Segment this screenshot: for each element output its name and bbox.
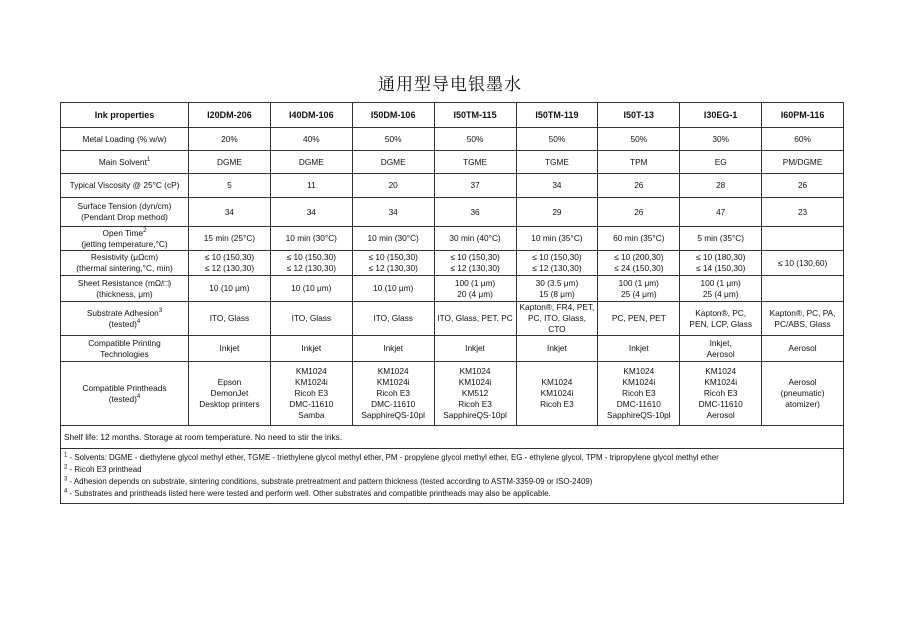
table-cell: 47 <box>680 198 762 227</box>
row-label <box>61 362 189 426</box>
table-cell: Inkjet <box>352 336 434 362</box>
table-cell: KM1024 KM1024i Ricoh E3 DMC-11610 SapphireQS-10pl <box>352 362 434 426</box>
table-cell: 23 <box>762 198 844 227</box>
table-cell: ITO, Glass <box>189 302 271 336</box>
table-cell: TGME <box>434 151 516 174</box>
table-cell: ITO, Glass <box>270 302 352 336</box>
footnote-text: - Ricoh E3 printhead <box>67 465 142 474</box>
footnote-text: - Adhesion depends on substrate, sintering conditions, substrate pretreatment and pattern thickness (tested according to ASTM-3359-09 or ISO-2409) <box>67 477 593 486</box>
table-cell: KM1024 KM1024i Ricoh E3 DMC-11610 Samba <box>270 362 352 426</box>
product-header: I50T-13 <box>598 103 680 128</box>
row-label-subtext: (jetting temperature,°C) <box>81 238 168 249</box>
table-cell: ≤ 10 (200,30) ≤ 24 (150,30) <box>598 251 680 276</box>
table-cell: ≤ 10 (150,30) ≤ 12 (130,30) <box>516 251 598 276</box>
footnote <box>64 452 840 464</box>
table-cell: Kapton®, FR4, PET, PC, ITO, Glass, CTO <box>516 302 598 336</box>
table-cell <box>762 227 844 251</box>
table-cell: 15 min (25°C) <box>189 227 271 251</box>
row-label-text: Main Solvent <box>98 156 147 167</box>
table-cell: Inkjet <box>270 336 352 362</box>
table-cell: DGME <box>189 151 271 174</box>
table-cell: 100 (1 μm) 20 (4 μm) <box>434 276 516 302</box>
footnote-mark: 1 <box>146 156 151 163</box>
table-cell: Inkjet <box>598 336 680 362</box>
table-cell: 60% <box>762 128 844 151</box>
row-label-text: Open Time <box>102 227 144 238</box>
table-cell: TPM <box>598 151 680 174</box>
table-cell: 34 <box>189 198 271 227</box>
row-label: Metal Loading (% w/w) <box>61 128 189 151</box>
page-title: 通用型导电银墨水 <box>378 75 522 95</box>
table-cell: 28 <box>680 174 762 198</box>
table-cell: 5 <box>189 174 271 198</box>
table-cell: 34 <box>270 198 352 227</box>
table-cell: 50% <box>598 128 680 151</box>
footnotes <box>61 449 844 504</box>
table-cell: 34 <box>516 174 598 198</box>
table-row <box>61 128 844 151</box>
footnote-mark: 4 <box>136 318 141 325</box>
table-cell: KM1024 KM1024i Ricoh E3 <box>516 362 598 426</box>
table-row <box>61 151 844 174</box>
table-row <box>61 227 844 251</box>
table-cell: ≤ 10 (180,30) ≤ 14 (150,30) <box>680 251 762 276</box>
product-header: I30EG-1 <box>680 103 762 128</box>
table-cell: TGME <box>516 151 598 174</box>
table-cell: 10 (10 μm) <box>189 276 271 302</box>
table-cell: 30 min (40°C) <box>434 227 516 251</box>
product-header: I20DM-206 <box>189 103 271 128</box>
table-cell: Aerosol <box>762 336 844 362</box>
table-row <box>61 336 844 362</box>
table-cell: KM1024 KM1024i Ricoh E3 DMC-11610 Aerosol <box>680 362 762 426</box>
table-cell: Kapton®, PC, PA, PC/ABS, Glass <box>762 302 844 336</box>
table-cell: 5 min (35°C) <box>680 227 762 251</box>
footnote-text: - Solvents: DGME - diethylene glycol methyl ether, TGME - triethylene glycol methyl ether, PM - propylene glycol methyl ether, EG - ethylene glycol, TPM - tripropylene glycol methyl ether <box>67 453 719 462</box>
footnotes-row <box>61 449 844 504</box>
table-cell: 20 <box>352 174 434 198</box>
row-label: Resistivity (μΩcm) (thermal sintering,°C, min) <box>61 251 189 276</box>
row-label <box>61 151 189 174</box>
footnote-mark: 4 <box>136 393 141 400</box>
table-cell: 26 <box>598 174 680 198</box>
table-cell: 26 <box>598 198 680 227</box>
row-label-subtext: (tested) <box>108 318 137 329</box>
table-row <box>61 251 844 276</box>
table-row <box>61 198 844 227</box>
table-cell: Aerosol (pneumatic) atomizer) <box>762 362 844 426</box>
footnote <box>64 464 840 476</box>
table-cell: 30% <box>680 128 762 151</box>
table-cell: 30 (3.5 μm) 15 (8 μm) <box>516 276 598 302</box>
table-cell: ≤ 10 (150,30) ≤ 12 (130,30) <box>434 251 516 276</box>
table-cell: 10 min (35°C) <box>516 227 598 251</box>
table-cell: 29 <box>516 198 598 227</box>
table-cell: ITO, Glass <box>352 302 434 336</box>
table-cell: 11 <box>270 174 352 198</box>
row-label <box>61 302 189 336</box>
footnote-text: - Substrates and printheads listed here were tested and perform well. Other substrates and compatible printheads may also be applicable. <box>67 489 551 498</box>
table-cell: 10 (10 μm) <box>352 276 434 302</box>
row-label-text: Compatible Printheads <box>82 382 167 393</box>
table-cell: DGME <box>270 151 352 174</box>
table-cell: 20% <box>189 128 271 151</box>
table-cell: ≤ 10 (150,30) ≤ 12 (130,30) <box>189 251 271 276</box>
table-cell: Inkjet, Aerosol <box>680 336 762 362</box>
table-cell: 100 (1 μm) 25 (4 μm) <box>598 276 680 302</box>
shelf-life-row <box>61 426 844 449</box>
row-label-subtext: (tested) <box>108 393 137 404</box>
footnote <box>64 488 840 500</box>
shelf-life-note: Shelf life: 12 months. Storage at room temperature. No need to stir the inks. <box>61 426 844 449</box>
table-cell: 100 (1 μm) 25 (4 μm) <box>680 276 762 302</box>
product-header: I50TM-115 <box>434 103 516 128</box>
table-cell: 40% <box>270 128 352 151</box>
header-label: Ink properties <box>61 103 189 128</box>
table-cell: PC, PEN, PET <box>598 302 680 336</box>
row-label: Typical Viscosity @ 25°C (cP) <box>61 174 189 198</box>
table-cell: 26 <box>762 174 844 198</box>
table-cell: 37 <box>434 174 516 198</box>
row-label: Sheet Resistance (mΩ/□) (thickness, μm) <box>61 276 189 302</box>
table-row <box>61 276 844 302</box>
table-cell: ≤ 10 (130,60) <box>762 251 844 276</box>
table-cell: Epson DemonJet Desktop printers <box>189 362 271 426</box>
table-cell: Inkjet <box>189 336 271 362</box>
table-cell: 36 <box>434 198 516 227</box>
footnote <box>64 476 840 488</box>
table-cell: 50% <box>516 128 598 151</box>
row-label: Compatible Printing Technologies <box>61 336 189 362</box>
table-cell: ≤ 10 (150,30) ≤ 12 (130,30) <box>270 251 352 276</box>
table-cell: 10 min (30°C) <box>270 227 352 251</box>
table-row <box>61 302 844 336</box>
row-label-text: Substrate Adhesion <box>86 307 159 318</box>
table-cell: 10 (10 μm) <box>270 276 352 302</box>
table-row <box>61 362 844 426</box>
row-label: Surface Tension (dyn/cm) (Pendant Drop method) <box>61 198 189 227</box>
table-cell: 34 <box>352 198 434 227</box>
table-cell: EG <box>680 151 762 174</box>
product-header: I60PM-116 <box>762 103 844 128</box>
table-cell: 50% <box>352 128 434 151</box>
product-header: I50DM-106 <box>352 103 434 128</box>
footnote-mark: 2 <box>64 464 68 471</box>
table-cell: KM1024 KM1024i KM512 Ricoh E3 SapphireQS-10pl <box>434 362 516 426</box>
table-row <box>61 174 844 198</box>
product-header: I50TM-119 <box>516 103 598 128</box>
table-cell: Inkjet <box>434 336 516 362</box>
table-cell: 10 min (30°C) <box>352 227 434 251</box>
table-cell: ≤ 10 (150,30) ≤ 12 (130,30) <box>352 251 434 276</box>
table-cell: 60 min (35°C) <box>598 227 680 251</box>
table-cell <box>762 276 844 302</box>
header-row <box>61 103 844 128</box>
product-header: I40DM-106 <box>270 103 352 128</box>
table-cell: DGME <box>352 151 434 174</box>
table-cell: PM/DGME <box>762 151 844 174</box>
table-cell: 50% <box>434 128 516 151</box>
table-cell: Kapton®, PC, PEN, LCP, Glass <box>680 302 762 336</box>
footnote-mark: 3 <box>158 307 163 314</box>
footnote-mark: 2 <box>143 227 147 234</box>
table-cell: ITO, Glass, PET, PC <box>434 302 516 336</box>
footnote-mark: 3 <box>64 476 68 483</box>
footnote-mark: 4 <box>64 488 68 495</box>
row-label <box>61 227 189 251</box>
ink-properties-table <box>60 102 844 504</box>
table-cell: KM1024 KM1024i Ricoh E3 DMC-11610 SapphireQS-10pl <box>598 362 680 426</box>
table-cell: Inkjet <box>516 336 598 362</box>
footnote-mark: 1 <box>64 452 68 459</box>
